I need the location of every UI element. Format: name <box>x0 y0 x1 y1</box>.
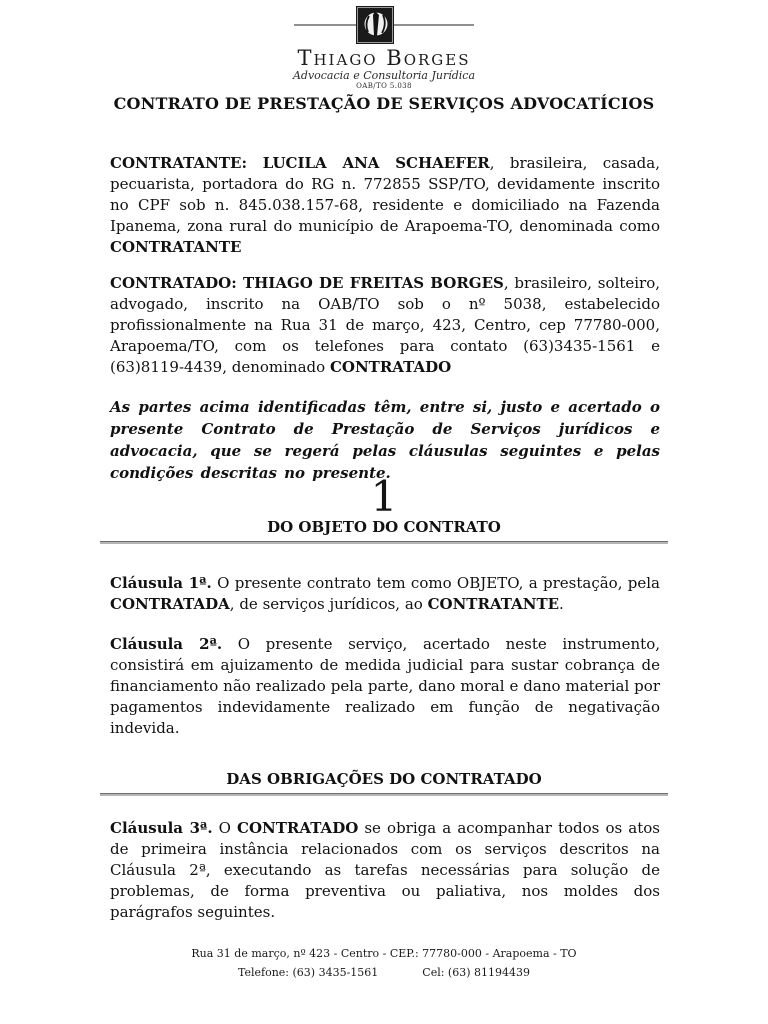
section-number: 1 <box>370 472 398 521</box>
footer-cell: Cel: (63) 81194439 <box>422 966 530 979</box>
law-firm-logo <box>356 6 394 44</box>
section-heading-obligations: DAS OBRIGAÇÕES DO CONTRATADO <box>226 770 542 788</box>
section-heading-object: DO OBJETO DO CONTRATO <box>267 518 501 536</box>
contract-body <box>100 95 668 923</box>
clause-1-text-2: , de serviços jurídicos, ao <box>229 595 428 613</box>
clause-2-paragraph <box>100 634 668 739</box>
party-contratado-paragraph <box>100 273 668 378</box>
footer-phone: Telefone: (63) 3435-1561 <box>237 966 379 979</box>
party-contratante-paragraph <box>100 153 668 258</box>
clause-2-label: Cláusula 2ª. <box>110 635 223 653</box>
clause-1-text-3: . <box>559 595 564 613</box>
footer-contact-line <box>0 963 768 982</box>
firm-oab-number: OAB/TO 5.038 <box>356 82 412 90</box>
clause-1-bold-contratada: CONTRATADA <box>110 595 230 613</box>
section-obligations-rule <box>100 793 668 796</box>
clause-1-label: Cláusula 1ª. <box>110 574 212 592</box>
page-footer <box>0 944 768 982</box>
justice-emblem-icon <box>356 6 394 44</box>
document-title: CONTRATO DE PRESTAÇÃO DE SERVIÇOS ADVOCATÍCIOS <box>113 94 655 113</box>
firm-subtitle: Advocacia e Consultoria Jurídica <box>292 69 476 82</box>
section-object-heading-block <box>100 518 668 544</box>
firm-name: Thiago Borges <box>297 46 471 70</box>
contratado-lead: CONTRATADO: THIAGO DE FREITAS BORGES <box>110 274 504 292</box>
letterhead-logo-row <box>0 6 768 44</box>
letterhead-rule-right <box>394 24 474 26</box>
clause-1-text: O presente contrato tem como OBJETO, a prestação, pela <box>211 574 661 592</box>
clause-1-bold-contratante: CONTRATANTE <box>427 595 560 613</box>
clause-1-paragraph <box>100 573 668 615</box>
footer-address: Rua 31 de março, nº 423 - Centro - CEP.: 77780-000 - Arapoema - TO <box>191 947 577 960</box>
section-obligations-heading-block <box>100 770 668 796</box>
letterhead-rule-left <box>294 24 356 26</box>
clause-2-text: O presente serviço, acertado neste instrumento, consistirá em ajuizamento de medida judicial para sustar cobrança de financiamento não realizado pela parte, dano moral e dano material por pagamentos indevidamente realizado em função de negativação indevida. <box>110 635 660 737</box>
clause-3-paragraph <box>100 818 668 923</box>
preamble-paragraph: As partes acima identificadas têm, entre si, justo e acertado o presente Contrato de Prestação de Serviços jurídicos e advocacia, que se regerá pelas cláusulas seguintes e pelas condições descritas no presente. <box>110 398 660 482</box>
clause-3-text-2: se obriga a acompanhar todos os atos de primeira instância relacionados com os serviços descritos na Cláusula 2ª, executando as tarefas necessárias para solução de problemas, de forma preventiva ou paliativa, nos moldes dos parágrafos seguintes. <box>110 819 660 921</box>
contratante-tail: CONTRATANTE <box>110 238 242 256</box>
contratante-body: , brasileira, casada, pecuarista, portadora do RG n. 772855 SSP/TO, devidamente inscrito no CPF sob n. 845.038.157-68, residente e domiciliado na Fazenda Ipanema, zona rural do município de Arapoema-TO, denominada como <box>110 154 660 235</box>
clause-3-text: O <box>212 819 238 837</box>
contratado-tail: CONTRATADO <box>329 358 452 376</box>
section-object-rule <box>100 541 668 544</box>
letterhead <box>0 0 768 91</box>
contratante-lead: CONTRATANTE: LUCILA ANA SCHAEFER <box>110 154 490 172</box>
clause-3-label: Cláusula 3ª. <box>110 819 213 837</box>
contratado-body: , brasileiro, solteiro, advogado, inscrito na OAB/TO sob o nº 5038, estabelecido profissionalmente na Rua 31 de março, 423, Centro, cep 77780-000, Arapoema/TO, com os telefones para contato (63)3435-1561 e (63)8119-4439, denominado <box>110 274 660 376</box>
clause-3-bold-contratado: CONTRATADO <box>237 819 359 837</box>
